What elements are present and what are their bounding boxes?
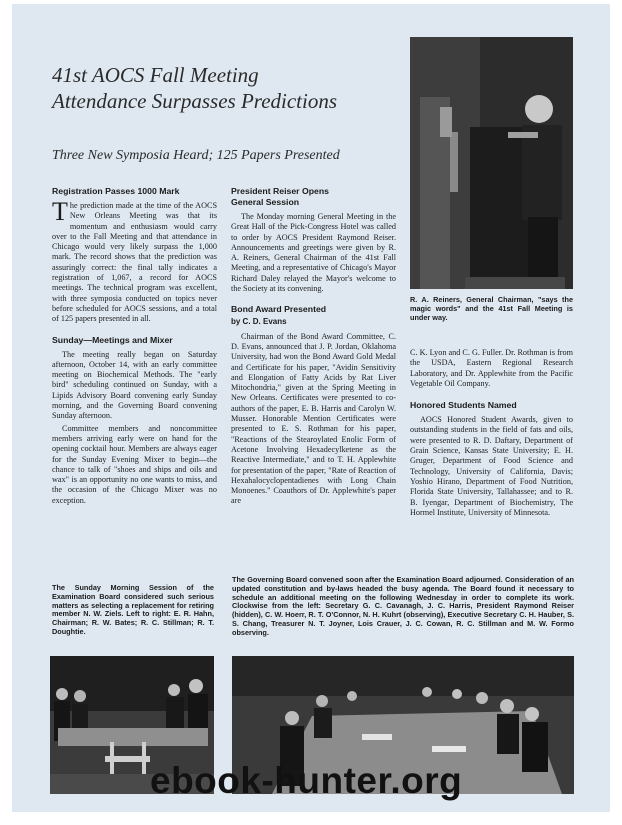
paragraph-bond: Chairman of the Bond Award Committee, C. D. Evans, announced that J. P. Jordan, Oklahoma University, had won the Bond Award Gold Medal and Certificate for his paper, "Avidin Sensitivity and Elongation of Fatty Acids by Rat Liver Mitochondria," given at the Spring Meeting in New Orleans. Certificates were presented to co-authors of the paper, E. B. Harris and Carolyn W. Musser. Honorable Mention Certificates were presented to E. S. Rothman for his paper, "Reactions of the Stearoylated Enolic Form of Acetone Involving Hexadecylketene as the Reactive Intermediate," and to T. H. Applewhite for presentation of the paper, "Rate of Reaction of Hexahalocyclopentadienes with Long Chain Monoenes." Coauthors of Dr. Applewhite's paper are — [231, 331, 396, 506]
heading-bond: Bond Award Presented — [231, 304, 327, 315]
reiners-photo-illustration — [410, 37, 573, 289]
heading-president-line-2: General Session — [231, 197, 300, 207]
title-line-1: 41st AOCS Fall Meeting — [52, 63, 259, 87]
column-3 — [410, 348, 573, 520]
heading-president — [231, 186, 396, 208]
photo-reiners-podium — [410, 37, 573, 289]
column-1 — [52, 186, 217, 508]
article-subtitle: Three New Symposia Heard; 125 Papers Presented — [52, 148, 340, 163]
heading-registration: Registration Passes 1000 Mark — [52, 186, 180, 196]
paragraph-bond-continued: C. K. Lyon and C. G. Fuller. Dr. Rothman is from the USDA, Eastern Regional Research Laboratory, and Dr. Applewhite from the Pacific Vegetable Oil Company. — [410, 348, 573, 388]
heading-sunday: Sunday—Meetings and Mixer — [52, 334, 173, 345]
registration-text: he prediction made at the time of the AOCS New Orleans Meeting was that its momentum and enthusiasm would carry over to the Fall Meeting and that attendance in Chicago would very likely surpass the 1,000 mark. The record shows that the prediction was assuringly correct: the final tally indicates a registration of 1,067, a record for AOCS meetings. The technical program was excellent, with three symposia conducted on topics never before scheduled for AOCS sessions, and a total of 125 papers presented in all. — [52, 201, 217, 324]
caption-examination-board: The Sunday Morning Session of the Examination Board considered such serious matters as selecting a replacement for retiring member N. W. Ziels. Left to right: E. R. Hahn, Chairman; R. W. Bates; R. C. Stillman; R. T. Doughtie. — [52, 583, 214, 636]
article-title — [52, 62, 382, 114]
magazine-page — [12, 4, 610, 812]
heading-president-line-1: President Reiser Opens — [231, 186, 330, 196]
paragraph-sunday-2: Committee members and noncommittee members arriving early were on hand for the opening cocktail hour. Members are always eager for the Sunday Evening Mixer to begin—the chance to talk of "shoes and ships and oils and wax" is an opportunity no one wants to miss, and the occasion of the Chicago Mixer was no exception. — [52, 423, 217, 505]
watermark-text: ebook-hunter.org — [150, 760, 463, 801]
title-line-2: Attendance Surpasses Predictions — [52, 89, 338, 113]
drop-cap: T — [52, 197, 68, 226]
byline-bond: by C. D. Evans — [231, 317, 287, 327]
paragraph-sunday-1: The meeting really began on Saturday afternoon, October 14, with an early committee meeting on Biochemical Methods. The "early bird" scheduling continued on Sunday, with a Lipids Advisory Board convening early Sunday morning, and the Governing Board convening Sunday afternoon. — [52, 349, 217, 421]
caption-reiners: R. A. Reiners, General Chairman, "says the magic words" and the 41st Fall Meeting is under way. — [410, 295, 573, 322]
column-2 — [231, 186, 396, 509]
paragraph-president: The Monday morning General Meeting in the Great Hall of the Pick-Congress Hotel was called to order by AOCS President Raymond Reiser. Announcements and greetings were given by R. A. Reiners, General Chairman of the 41st Fall Meeting, and a representative of Chicago's Mayor Richard Daley relayed the Mayor's welcome to the Society at its convening. — [231, 212, 396, 294]
caption-governing-board: The Governing Board convened soon after the Examination Board adjourned. Consideration of an updated constitution and by-laws headed the busy agenda. The Board found it necessary to schedule an additional meeting on the following Wednesday in order to complete its work. Clockwise from the left: Secretary G. C. Cavanagh, J. C. Harris, President Raymond Reiser (hidden), C. W. Hoerr, R. T. O'Connor, N. H. Kuhrt (observing), Executive Secretary C. H. Hauber, S. S. Chang, Treasurer N. T. Joyner, Lois Crauer, J. C. Cowan, R. C. Stillman and M. W. Formo observing. — [232, 575, 574, 637]
paragraph-honored: AOCS Honored Student Awards, given to outstanding students in the field of fats and oils, were presented to R. D. Daftary, Department of Grain Science, Kansas State University; E. H. Gruger, Department of Food Science and Technology, University of California, Davis; Yoshio Hirano, Department of Food Nutrition, Florida State University, Tallahassee; and to R. B. Iyengar, Department of Biochemistry, The Hormel Institute, University of Minnesota. — [410, 415, 573, 517]
heading-honored: Honored Students Named — [410, 400, 517, 411]
paragraph-registration — [52, 197, 217, 325]
